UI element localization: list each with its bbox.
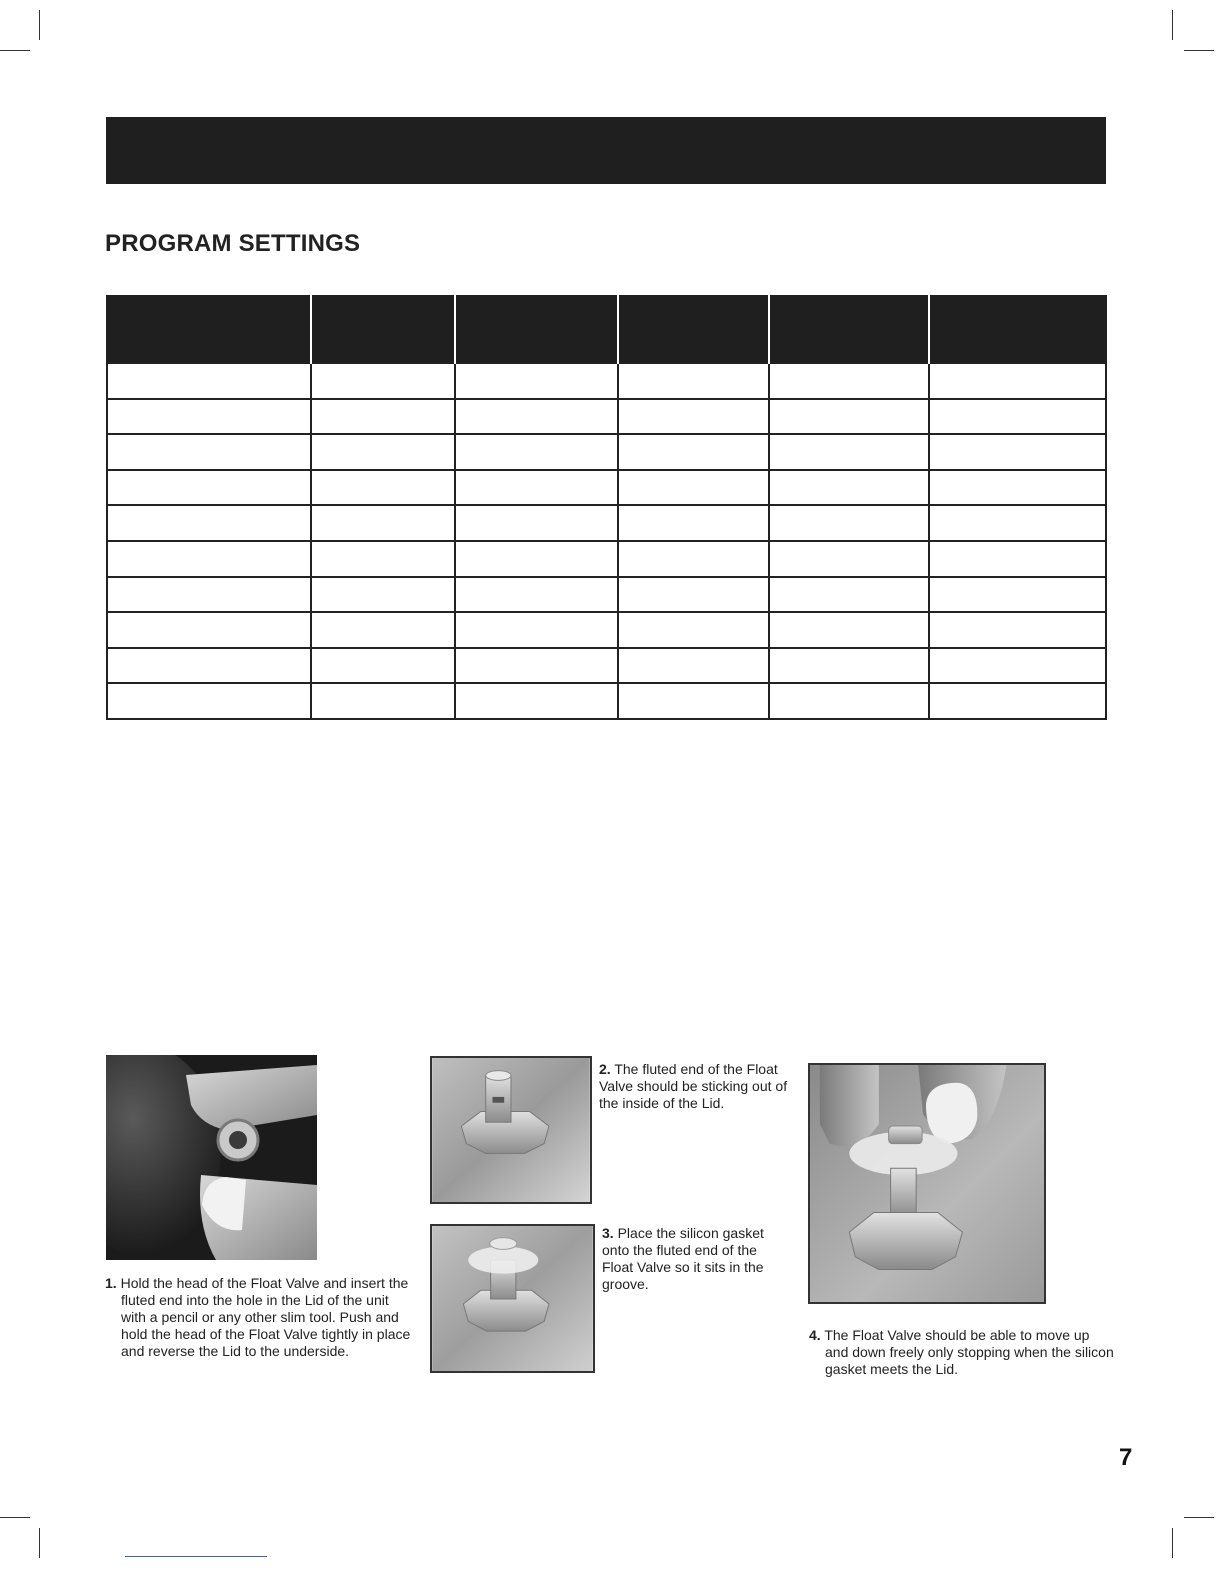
step-text: Hold the head of the Float Valve and insert the fluted end into the hole in the Lid of the unit with a pencil or any other slim tool. Push and hold the head of the Float Valve tightly in place and reverse the Lid to the underside. bbox=[120, 1275, 411, 1359]
photo-step-3 bbox=[430, 1224, 595, 1373]
table-header-cell bbox=[618, 295, 769, 363]
table-row bbox=[107, 399, 1106, 435]
step-text: The fluted end of the Float Valve should be sticking out of the inside of the Lid. bbox=[599, 1061, 788, 1111]
table-row bbox=[107, 505, 1106, 541]
table-cell bbox=[107, 363, 311, 399]
table-cell bbox=[455, 577, 618, 613]
step-number: 4. bbox=[809, 1327, 821, 1343]
table-cell bbox=[769, 612, 929, 648]
table-cell bbox=[929, 505, 1106, 541]
table-cell bbox=[769, 363, 929, 399]
table-cell bbox=[107, 399, 311, 435]
table-row bbox=[107, 363, 1106, 399]
table-cell bbox=[929, 612, 1106, 648]
crop-mark bbox=[0, 50, 30, 51]
table-cell bbox=[769, 541, 929, 577]
table-header-cell bbox=[929, 295, 1106, 363]
step-text: The Float Valve should be able to move up and down freely only stopping when the silicon gasket meets the Lid. bbox=[824, 1327, 1114, 1377]
table-header-cell bbox=[107, 295, 311, 363]
table-cell bbox=[618, 577, 769, 613]
table-cell bbox=[618, 541, 769, 577]
table-row bbox=[107, 683, 1106, 719]
table-cell bbox=[311, 541, 455, 577]
table-cell bbox=[311, 648, 455, 684]
table-cell bbox=[455, 399, 618, 435]
crop-mark bbox=[1184, 1517, 1214, 1518]
table-cell bbox=[107, 505, 311, 541]
table-body bbox=[107, 363, 1106, 719]
header-bar bbox=[106, 117, 1106, 184]
table-cell bbox=[769, 683, 929, 719]
step-1-caption bbox=[105, 1275, 413, 1360]
table-cell bbox=[618, 363, 769, 399]
table-row bbox=[107, 577, 1106, 613]
table-cell bbox=[618, 683, 769, 719]
table-cell bbox=[929, 683, 1106, 719]
step-4-caption bbox=[809, 1327, 1114, 1378]
table-cell bbox=[311, 612, 455, 648]
table-cell bbox=[107, 683, 311, 719]
table-cell bbox=[618, 470, 769, 506]
table-cell bbox=[455, 505, 618, 541]
step-number: 1. bbox=[105, 1275, 117, 1291]
table-header-cell bbox=[455, 295, 618, 363]
step-3-caption bbox=[602, 1225, 787, 1293]
crop-mark bbox=[1184, 50, 1214, 51]
float-valve-moving-image bbox=[810, 1065, 1044, 1302]
table-cell bbox=[455, 648, 618, 684]
table-cell bbox=[311, 363, 455, 399]
table-header-cell bbox=[311, 295, 455, 363]
step-text: Place the silicon gasket onto the fluted end of the Float Valve so it sits in the groove. bbox=[602, 1225, 764, 1292]
float-valve-lid-image bbox=[432, 1058, 590, 1202]
table-cell bbox=[769, 434, 929, 470]
step-number: 3. bbox=[602, 1225, 614, 1241]
table-cell bbox=[618, 612, 769, 648]
table-cell bbox=[107, 612, 311, 648]
table-cell bbox=[311, 399, 455, 435]
table-cell bbox=[929, 399, 1106, 435]
photo-step-1 bbox=[106, 1055, 317, 1260]
table-cell bbox=[455, 470, 618, 506]
table-cell bbox=[107, 648, 311, 684]
table-cell bbox=[311, 434, 455, 470]
table-cell bbox=[618, 648, 769, 684]
program-settings-table bbox=[106, 295, 1107, 720]
table-cell bbox=[455, 683, 618, 719]
table-cell bbox=[311, 683, 455, 719]
table-cell bbox=[929, 541, 1106, 577]
photo-step-2 bbox=[430, 1056, 592, 1204]
float-valve-hand-image bbox=[106, 1055, 317, 1260]
table-cell bbox=[929, 577, 1106, 613]
table-cell bbox=[311, 577, 455, 613]
table-cell bbox=[769, 470, 929, 506]
table-cell bbox=[929, 363, 1106, 399]
table-cell bbox=[455, 612, 618, 648]
section-title: PROGRAM SETTINGS bbox=[105, 230, 361, 257]
photo-step-4 bbox=[808, 1063, 1046, 1304]
table-cell bbox=[769, 577, 929, 613]
crop-mark bbox=[1172, 10, 1173, 40]
step-2-caption bbox=[599, 1061, 799, 1112]
table-cell bbox=[455, 363, 618, 399]
table-row bbox=[107, 541, 1106, 577]
float-valve-gasket-image bbox=[432, 1226, 593, 1371]
table-cell bbox=[769, 399, 929, 435]
table-cell bbox=[618, 434, 769, 470]
table-row bbox=[107, 434, 1106, 470]
table-cell bbox=[618, 399, 769, 435]
table-cell bbox=[929, 470, 1106, 506]
table-header-cell bbox=[769, 295, 929, 363]
table-cell bbox=[455, 541, 618, 577]
table-cell bbox=[311, 470, 455, 506]
crop-mark bbox=[39, 1528, 40, 1558]
crop-mark bbox=[1172, 1528, 1173, 1558]
table-cell bbox=[618, 505, 769, 541]
table-row bbox=[107, 470, 1106, 506]
table-row bbox=[107, 648, 1106, 684]
table-cell bbox=[107, 434, 311, 470]
footer-line bbox=[125, 1556, 267, 1557]
crop-mark bbox=[0, 1517, 30, 1518]
page-number: 7 bbox=[1119, 1444, 1133, 1471]
table-cell bbox=[455, 434, 618, 470]
table-cell bbox=[311, 505, 455, 541]
table-cell bbox=[107, 541, 311, 577]
step-number: 2. bbox=[599, 1061, 611, 1077]
table-cell bbox=[769, 648, 929, 684]
table-cell bbox=[929, 648, 1106, 684]
table-header-row bbox=[107, 295, 1106, 363]
table-cell bbox=[929, 434, 1106, 470]
table-cell bbox=[769, 505, 929, 541]
table-row bbox=[107, 612, 1106, 648]
table-cell bbox=[107, 577, 311, 613]
table-cell bbox=[107, 470, 311, 506]
crop-mark bbox=[39, 10, 40, 40]
